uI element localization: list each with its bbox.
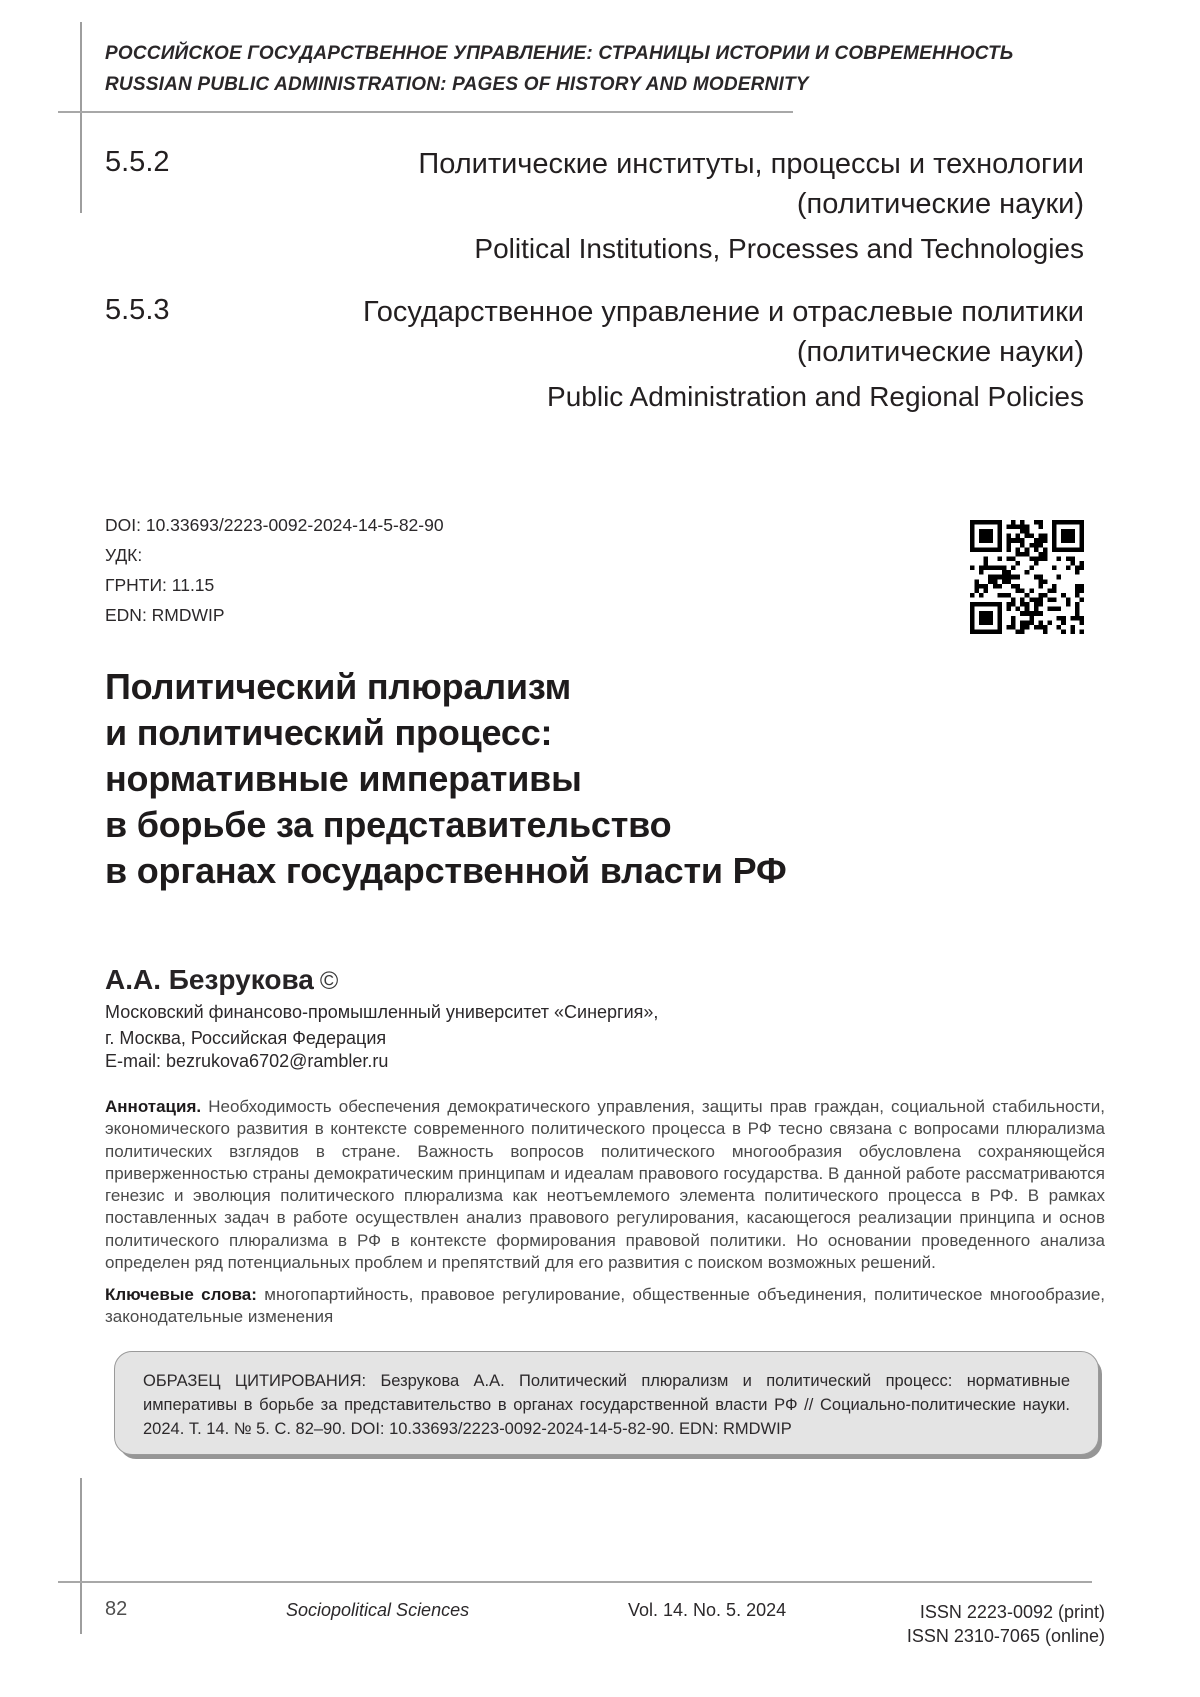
running-head-en: RUSSIAN PUBLIC ADMINISTRATION: PAGES OF HISTORY AND MODERNITY [105, 74, 809, 95]
author-email: E-mail: bezrukova6702@rambler.ru [105, 1051, 389, 1071]
keywords-text: многопартийность, правовое регулирование, общественные объединения, политическое многообразие, законодательные изменения [105, 1285, 1105, 1327]
footer-journal-name: Sociopolitical Sciences [286, 1600, 470, 1620]
section-code-552: 5.5.2 [105, 146, 170, 178]
article-title-line: в борьбе за представительство [105, 804, 672, 845]
section-title-ru-553-line1: Государственное управление и отраслевые политики [362, 296, 1084, 328]
author-line [105, 964, 338, 996]
article-identifiers [105, 510, 444, 630]
running-head [105, 38, 1013, 100]
section-title-ru-552 [418, 144, 1084, 224]
citation-box [114, 1351, 1099, 1455]
footer-horizontal-rule [58, 1581, 1092, 1583]
issn-online: ISSN 2310-7065 (online) [906, 1626, 1105, 1646]
section-title-ru-552-line1: Политические институты, процессы и технологии [418, 148, 1084, 180]
abstract [105, 1096, 1105, 1274]
footer-volume-info: Vol. 14. No. 5. 2024 [628, 1600, 787, 1620]
abstract-text: Необходимость обеспечения демократического управления, защиты прав граждан, социальной стабильности, экономического развития в контексте современного политического процесса в РФ тесно связана с вопросами плюрализма политических взглядов в стране. Важность вопросов политического многообразия обусловлена сохраняющейся приверженностью страны демократическим принципам и идеалам правового государства. В данной работе рассматриваются генезис и эволюция политического плюрализма как неотъемлемого элемента политического процесса в РФ. В рамках поставленных задач в работе осуществлен анализ правового регулирования, касающегося реализации принципа и основ политического плюрализма в РФ в контексте формирования правовой политики. Но основании проведенного анализа определен ряд потенциальных проблем и препятствий для его развития с поиском возможных решений. [105, 1097, 1105, 1273]
edn-line: EDN: RMDWIP [105, 605, 225, 625]
citation-label: ОБРАЗЕЦ ЦИТИРОВАНИЯ: [143, 1372, 367, 1390]
issn-print: ISSN 2223-0092 (print) [919, 1602, 1105, 1622]
section-title-en-553: Public Administration and Regional Policies [547, 381, 1084, 412]
affiliation-line2: г. Москва, Российская Федерация [105, 1028, 387, 1048]
article-title [105, 664, 787, 894]
article-title-line: Политический плюрализм [105, 666, 572, 707]
grnti-line: ГРНТИ: 11.15 [105, 575, 215, 595]
keywords-label: Ключевые слова: [105, 1285, 257, 1304]
section-title-ru-553 [363, 292, 1084, 372]
udk-line: УДК: [105, 545, 143, 565]
copyright-symbol: © [319, 967, 339, 995]
qr-code [970, 520, 1084, 634]
doi-line: DOI: 10.33693/2223-0092-2024-14-5-82-90 [105, 515, 444, 535]
section-title-ru-553-line2: (политические науки) [796, 336, 1084, 368]
section-code-553: 5.5.3 [105, 294, 170, 326]
footer-issn [907, 1600, 1105, 1648]
header-vertical-rule [80, 22, 82, 213]
affiliation-line1: Московский финансово-промышленный университет «Синергия», [105, 1002, 659, 1022]
author-affiliation [105, 999, 658, 1051]
article-title-line: и политический процесс: [105, 712, 553, 753]
footer-vertical-rule [80, 1478, 82, 1634]
article-title-line: нормативные императивы [105, 758, 582, 799]
citation-text: Безрукова А.А. Политический плюрализм и политический процесс: нормативные императивы в борьбе за представительство в органах государственной власти РФ // Социально-политические науки. 2024. Т. 14. № 5. С. 82–90. DOI: 10.33693/2223-0092-2024-14-5-82-90. EDN: RMDWIP [143, 1372, 1071, 1438]
running-head-ru: РОССИЙСКОЕ ГОСУДАРСТВЕННОЕ УПРАВЛЕНИЕ: СТРАНИЦЫ ИСТОРИИ И СОВРЕМЕННОСТЬ [105, 43, 1014, 64]
section-title-en-552: Political Institutions, Processes and Technologies [474, 233, 1084, 264]
article-title-line: в органах государственной власти РФ [105, 850, 787, 891]
page-number: 82 [105, 1598, 128, 1620]
header-horizontal-rule [58, 111, 793, 113]
keywords [105, 1284, 1105, 1329]
abstract-label: Аннотация. [105, 1097, 202, 1116]
author-name: А.А. Безрукова [105, 964, 314, 995]
section-title-ru-552-line2: (политические науки) [796, 188, 1084, 220]
